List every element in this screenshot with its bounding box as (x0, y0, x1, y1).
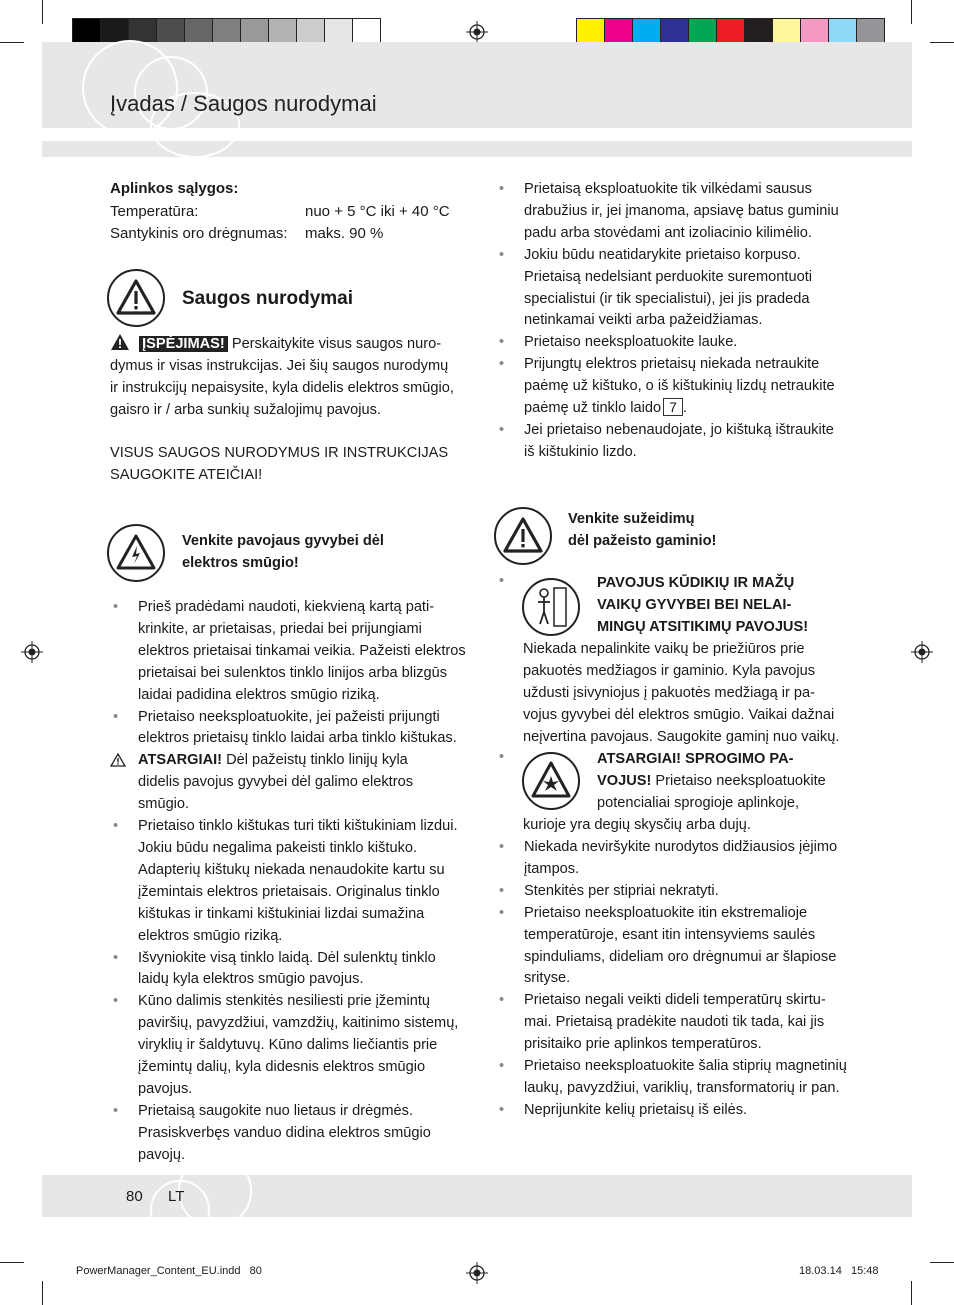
crop-mark (911, 1281, 912, 1305)
explosion-text (597, 749, 826, 815)
list-item-line (138, 1035, 470, 1057)
list-item-text: Prietaisą saugokite nuo lietaus ir drėgmės. (138, 1102, 413, 1119)
list-item (496, 245, 856, 333)
list-item-line (138, 641, 470, 663)
list-item-text: įtampos. (524, 860, 580, 877)
list-item (110, 991, 470, 1101)
caution-label: ATSARGIAI! (138, 752, 223, 769)
registration-mark-icon (21, 641, 43, 663)
list-item-line (138, 750, 470, 772)
list-item-line (524, 1012, 866, 1034)
list-item-text: kištukas ir tinkami kištukiniai lizdai sumažina (138, 905, 425, 922)
injury-heading-line: dėl pažeisto gaminio! (568, 533, 717, 549)
list-item-text: Dėl pažeistų tinklo linijų kyla (222, 752, 408, 769)
list-item (110, 948, 470, 992)
list-item-text: prietaisai bei sulenktos tinklo linijos arba blizgūs (138, 664, 448, 681)
list-item-line (138, 1101, 470, 1123)
list-item-line (524, 442, 856, 464)
slug-file-name: PowerManager_Content_EU.indd 80 (76, 1265, 262, 1277)
language-code: LT (168, 1188, 185, 1205)
crop-mark (0, 1262, 24, 1263)
warning-small-icon (110, 333, 130, 351)
list-item-text: viryklių ir šaldytuvų. Kūno dalims liečiantis prie (138, 1037, 438, 1054)
list-item-line (138, 1145, 470, 1167)
keep-line: SAUGOKITE ATEIČIAI! (110, 467, 263, 483)
list-item-line (524, 968, 866, 990)
list-item-text: prisitaiko prie aplinkos temperatūros. (524, 1036, 762, 1053)
crop-mark (42, 1281, 43, 1305)
child-body-line: neįvertina pavojaus. Saugokite gaminį nuo vaikų. (523, 728, 840, 745)
list-item-text: Jei prietaiso nebenaudojate, jo kištuką ištraukite (524, 421, 834, 438)
list-item (496, 1056, 866, 1100)
list-item-line (524, 245, 856, 267)
child-body-line: Niekada nepalinkite vaikų be priežiūros prie (523, 641, 805, 657)
list-item-text: temperatūroje, esant itin intensyviems saulės (524, 926, 816, 943)
list-item-text: pavojus. (138, 1080, 193, 1097)
list-item-line (138, 838, 470, 860)
list-item-line (138, 926, 470, 948)
list-item-text: pavojų. (138, 1146, 186, 1163)
keep-instructions (110, 442, 448, 486)
list-item-text: paėmę už kištuko, o iš kištukinių lizdų netraukite (524, 378, 835, 395)
page-number: 80 (126, 1188, 143, 1205)
list-item-text: krinkite, ar prietaisas, priedai bei prijungiami (138, 620, 422, 637)
list-item-line (138, 860, 470, 882)
list-item-line (138, 904, 470, 926)
list-item-line (138, 948, 470, 970)
registration-mark-icon (466, 21, 488, 43)
crop-mark (930, 1262, 954, 1263)
env-temp-value: nuo + 5 °C iki + 40 °C (305, 203, 450, 220)
list-item-text: Jokiu būdu neatidarykite prietaiso korpuso. (524, 246, 801, 263)
list-item (496, 354, 856, 420)
list-item-text: Prieš pradėdami naudoti, kiekvieną kartą pati- (138, 599, 435, 615)
explosion-line: Prietaiso neeksploatuokite (651, 772, 826, 789)
list-item-text: Prietaiso neeksploatuokite šalia stiprių magnetinių (524, 1058, 847, 1075)
list-item (496, 903, 866, 991)
warning-outline-icon (110, 753, 126, 767)
list-item-line (138, 685, 470, 707)
env-humidity-label: Santykinis oro drėgnumas: (110, 225, 288, 242)
list-item-line (524, 289, 856, 311)
list-item-text: paviršių, pavyzdžiui, vamzdžių, kaitinimo sistemų, (138, 1015, 459, 1032)
warning-badge: ĮSPĖJIMAS! (139, 336, 228, 352)
electric-list (110, 597, 470, 1167)
child-heading-line: PAVOJUS KŪDIKIŲ IR MAŽŲ (597, 575, 795, 591)
list-item (496, 332, 856, 354)
injury-heading (568, 508, 716, 552)
warning-line: dymus ir visas instrukcijas. Jei šių saugos nurodymų (110, 358, 449, 374)
list-item-text: . (682, 400, 687, 417)
explosion-line: potencialiai sprogioje aplinkoje, (597, 794, 800, 811)
list-item-text: smūgio. (138, 796, 190, 813)
warning-paragraph (110, 333, 465, 421)
bullet-dot: • (499, 749, 505, 765)
list-item-text: Prietaiso neeksploatuokite itin ekstremalioje (524, 904, 808, 921)
list-item-line (138, 597, 470, 619)
crop-mark (911, 0, 912, 24)
list-item-text: spinduliams, dideliam oro drėgnumui ar šlapiose (524, 948, 837, 965)
list-item-text: drabužius ir, jei įmanoma, apsiavę batus guminiu (524, 202, 839, 219)
list-item-text: laidai padidina elektros smūgio riziką. (138, 686, 380, 703)
env-heading: Aplinkos sąlygos: (110, 180, 239, 197)
list-item-line (138, 772, 470, 794)
list-item-line (524, 925, 866, 947)
list-item (496, 420, 856, 464)
list-item-line (524, 1100, 866, 1122)
list-item-line (524, 398, 856, 420)
figure-reference-box: 7 (663, 398, 683, 416)
list-item-line (138, 1057, 470, 1079)
list-item-text: įžemintų dalių, kyla didesnis elektros smūgio (138, 1059, 426, 1076)
child-danger-icon (522, 578, 580, 636)
list-item-line (138, 816, 470, 838)
list-item (496, 881, 866, 903)
list-item-line (524, 1078, 866, 1100)
list-item-text: Niekada neviršykite nurodytos didžiausios įėjimo (524, 839, 838, 855)
list-item-line (524, 947, 866, 969)
list-item-line (138, 663, 470, 685)
list-item-line (524, 837, 866, 859)
electric-shock-icon (107, 524, 165, 582)
explosion-icon (522, 752, 580, 810)
list-item-line (524, 903, 866, 925)
list-item-text: Prasiskverbęs vanduo didina elektros smūgio (138, 1124, 431, 1141)
injury-heading-line: Venkite sužeidimų (568, 511, 695, 527)
list-item-line (524, 179, 856, 201)
list-item-text: iš kištukinio lizdo. (524, 443, 637, 460)
list-item (110, 816, 470, 947)
list-item-line (138, 728, 470, 750)
list-item-text: Prietaisą eksploatuokite tik vilkėdami sausus (524, 181, 812, 197)
registration-mark-icon (466, 1262, 488, 1284)
explosion-line: kurioje yra degių skysčių arba dujų. (523, 817, 751, 833)
safety-heading: Saugos nurodymai (182, 288, 354, 309)
child-body-line: pakuotės medžiagos ir gaminio. Kyla pavojus (523, 662, 816, 679)
injury-list (496, 837, 866, 1122)
list-item-text: elektros prietaisai tinkamai veikia. Pažeisti elektros (138, 642, 466, 659)
crop-mark (930, 42, 954, 43)
list-item-line (524, 859, 866, 881)
child-body-line: uždusti įsivyniojus į pakuotės medžiagą ir pa- (523, 684, 816, 701)
list-item-text: Kūno dalimis stenkitės nesiliesti prie įžemintų (138, 993, 431, 1010)
list-item-text: laidų kyla elektros smūgio pavojus. (138, 971, 364, 988)
crop-mark (42, 0, 43, 24)
electric-heading-line: Venkite pavojaus gyvybei dėl (182, 533, 384, 549)
list-item-line (138, 707, 470, 729)
keep-line: VISUS SAUGOS NURODYMUS IR INSTRUKCIJAS (110, 445, 449, 461)
list-item-line (138, 1123, 470, 1145)
list-item-line (524, 1034, 866, 1056)
list-item-text: įžemintais elektros prietaisais. Originalus tinklo (138, 883, 440, 900)
list-item-line (524, 881, 866, 903)
page-title: Įvadas / Saugos nurodymai (110, 91, 377, 116)
list-item-text: Prietaiso negali veikti dideli temperatūrų skirtu- (524, 992, 826, 1009)
list-item-text: Prietaisą nedelsiant perduokite suremontuoti (524, 268, 812, 285)
list-item-text: Jokiu būdu negalima pakeisti tinklo kištuko. (138, 839, 418, 856)
list-item-text: Prijungtų elektros prietaisų niekada netraukite (524, 356, 820, 373)
list-item-text: didelis pavojus gyvybei dėl galimo elektros (138, 774, 413, 791)
list-item (110, 707, 470, 751)
electric-heading (182, 530, 384, 574)
list-item-text: Stenkitės per stipriai nekratyti. (524, 882, 719, 899)
explosion-bold-line: ATSARGIAI! SPROGIMO PA- (597, 751, 794, 767)
list-item (110, 1101, 470, 1167)
list-item-line (524, 223, 856, 245)
list-item-line (524, 332, 856, 354)
list-item-line (524, 201, 856, 223)
list-item-text: Prietaiso neeksploatuokite, jei pažeisti prijungti (138, 708, 440, 725)
list-item-text: specialistui (ir tik specialistui), jei jis pradeda (524, 290, 810, 307)
list-item-text: elektros smūgio riziką. (138, 927, 283, 944)
list-item-line (524, 310, 856, 332)
list-item (496, 1100, 866, 1122)
warning-line: ir instrukcijų nepaisysite, kyla didelis elektros smūgio, (110, 380, 454, 396)
list-item-line (524, 267, 856, 289)
child-body-line: vojus gyvybei dėl elektros smūgio. Vaikai dažnai (523, 706, 835, 723)
list-item (496, 179, 856, 245)
list-item-text: Prietaiso tinklo kištukas turi tikti kištukiniam lizdui. (138, 818, 458, 835)
list-item-line (138, 794, 470, 816)
list-item-line (524, 354, 856, 376)
list-item-text: srityse. (524, 970, 571, 987)
child-heading (597, 573, 808, 639)
list-item-text: padu arba stovėdami ant izoliacinio kilimėlio. (524, 224, 812, 241)
list-item-line (524, 990, 866, 1012)
list-item-text: netinkamai veikti arba pažeidžiamas. (524, 312, 763, 329)
warning-triangle-icon (107, 269, 165, 327)
list-item (110, 597, 470, 707)
list-item (496, 837, 866, 881)
list-item-line (524, 1056, 866, 1078)
crop-mark (0, 42, 24, 43)
registration-mark-icon (911, 641, 933, 663)
list-item-text: mai. Prietaisą pradėkite naudoti tik tada, kai jis (524, 1014, 825, 1031)
list-item-text: Išvyniokite visą tinklo laidą. Dėl sulenktų tinklo (138, 949, 436, 966)
child-heading-line: VAIKŲ GYVYBEI BEI NELAI- (597, 596, 792, 613)
env-temp-label: Temperatūra: (110, 203, 199, 220)
child-heading-line: MINGŲ ATSITIKIMŲ PAVOJUS! (597, 618, 809, 635)
bullet-dot: • (499, 573, 505, 589)
list-item-line (138, 882, 470, 904)
right-top-list (496, 179, 856, 464)
list-item-text: elektros prietaisų tinklo laidai arba tinklo kištukas. (138, 730, 457, 747)
list-item-line (138, 991, 470, 1013)
list-item-line (524, 376, 856, 398)
warning-line: gaisro ir / arba sunkių sužalojimų pavojus. (110, 402, 381, 418)
list-item-text: paėmę už tinklo laido (524, 400, 662, 417)
list-item-line (138, 969, 470, 991)
list-item-text: Adapterių kištukų niekada nenaudokite kartu su (138, 861, 445, 878)
list-item-text: laukų, pavyzdžiui, variklių, transformatorių ir pan. (524, 1079, 840, 1096)
slug-date-time: 18.03.14 15:48 (799, 1265, 879, 1277)
injury-warning-icon (494, 507, 552, 565)
list-item (110, 750, 470, 816)
list-item-line (138, 619, 470, 641)
list-item-line (138, 1013, 470, 1035)
explosion-bold-line: VOJUS! (597, 772, 652, 789)
list-item (496, 990, 866, 1056)
child-body (523, 639, 839, 749)
warning-line: Perskaitykite visus saugos nuro- (227, 336, 442, 352)
env-humidity-value: maks. 90 % (305, 225, 384, 242)
list-item-text: Prietaiso neeksploatuokite lauke. (524, 334, 738, 351)
list-item-text: Neprijunkite kelių prietaisų iš eilės. (524, 1101, 748, 1118)
list-item-line (524, 420, 856, 442)
electric-heading-line: elektros smūgio! (182, 555, 299, 571)
list-item-line (138, 1079, 470, 1101)
